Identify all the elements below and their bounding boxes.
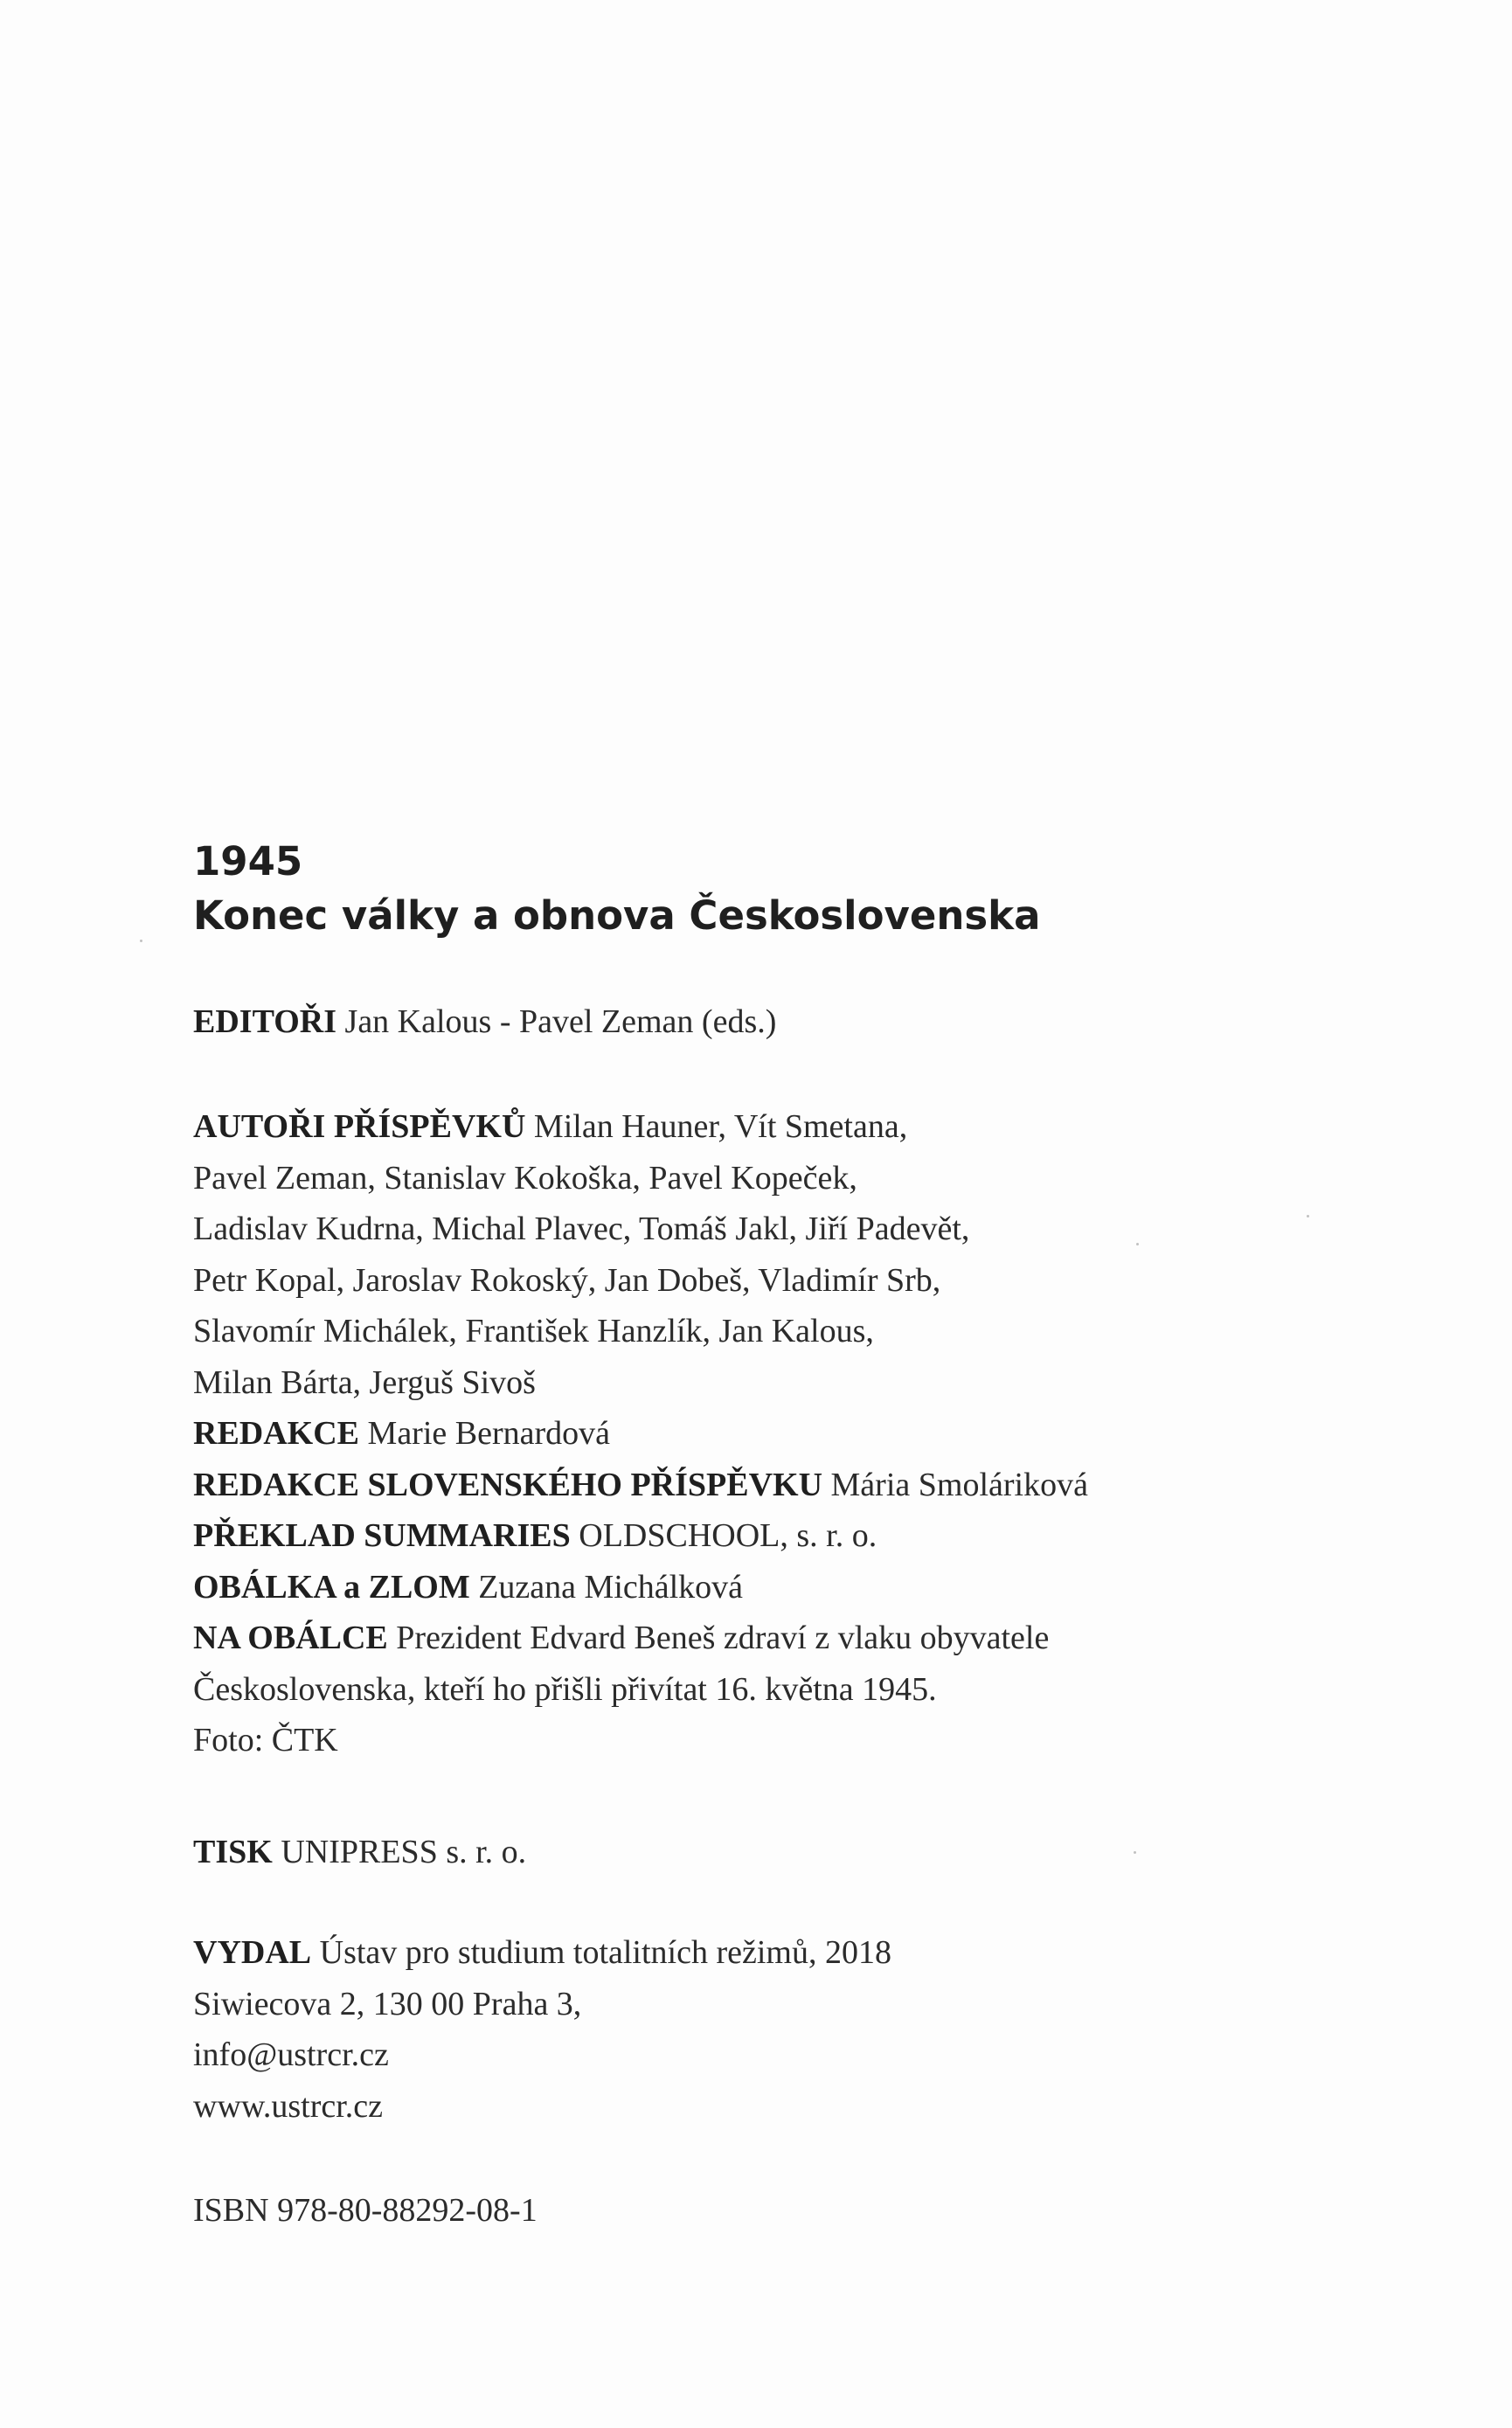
paper-speck: [1136, 1243, 1139, 1245]
preklad-line: [193, 1510, 1088, 1562]
publisher-email: info@ustrcr.cz: [193, 2036, 389, 2073]
book-title: [193, 835, 1040, 943]
preklad-value: OLDSCHOOL, s. r. o.: [579, 1517, 877, 1554]
editors-section: [193, 996, 776, 1048]
contributors-label: AUTOŘI PŘÍSPĚVKŮ: [193, 1108, 526, 1145]
editors-line: [193, 996, 776, 1048]
isbn-number: ISBN 978-80-88292-08-1: [193, 2192, 538, 2229]
paper-speck: [1134, 1851, 1136, 1854]
publisher-address: Siwiecova 2, 130 00 Praha 3,: [193, 1985, 582, 2022]
contributors-line-3: Ladislav Kudrna, Michal Plavec, Tomáš Jakl, Jiří Padevět,: [193, 1211, 970, 1247]
title-year: 1945: [193, 838, 303, 884]
redakce-sk-value: Mária Smoláriková: [830, 1466, 1088, 1503]
contributors-first-line: Milan Hauner, Vít Smetana,: [533, 1108, 908, 1145]
title-subtitle: Konec války a obnova Československa: [193, 892, 1041, 939]
obalka-line: [193, 1562, 1088, 1613]
photo-credit: Foto: ČTK: [193, 1722, 338, 1759]
contributors-line-2: Pavel Zeman, Stanislav Kokoška, Pavel Kopeček,: [193, 1159, 857, 1197]
contributors-line-4: Petr Kopal, Jaroslav Rokoský, Jan Dobeš, Vladimír Srb,: [193, 1261, 941, 1299]
redakce-line: [193, 1408, 1088, 1460]
credits-section: [193, 1101, 1088, 1766]
vydal-label: VYDAL: [193, 1934, 312, 1971]
publisher-section: [193, 1927, 891, 2132]
redakce-sk-line: [193, 1460, 1088, 1511]
vydal-value: Ústav pro studium totalitních režimů, 2018: [319, 1934, 891, 1971]
tisk-line: [193, 1827, 526, 1878]
na-obalce-line-2: Československa, kteří ho přišli přivítat 16. května 1945.: [193, 1670, 937, 1708]
na-obalce-first-line: Prezident Edvard Beneš zdraví z vlaku obyvatele: [396, 1620, 1050, 1656]
tisk-value: UNIPRESS s. r. o.: [281, 1834, 527, 1870]
print-section: [193, 1827, 526, 1878]
vydal-line: [193, 1927, 891, 1979]
editors-label: EDITOŘI: [193, 1003, 337, 1040]
editors-value: Jan Kalous - Pavel Zeman (eds.): [344, 1003, 777, 1040]
redakce-sk-label: REDAKCE SLOVENSKÉHO PŘÍSPĚVKU: [193, 1466, 823, 1503]
contributors-line-6: Milan Bárta, Jerguš Sivoš: [193, 1363, 536, 1401]
tisk-label: TISK: [193, 1834, 273, 1870]
publisher-web: www.ustrcr.cz: [193, 2087, 384, 2125]
preklad-label: PŘEKLAD SUMMARIES: [193, 1517, 571, 1554]
contributors-line-5: Slavomír Michálek, František Hanzlík, Jan Kalous,: [193, 1313, 874, 1349]
obalka-label: OBÁLKA a ZLOM: [193, 1568, 470, 1606]
redakce-label: REDAKCE: [193, 1415, 360, 1452]
na-obalce-line: [193, 1613, 1088, 1664]
na-obalce-label: NA OBÁLCE: [193, 1620, 388, 1656]
contributors-line: [193, 1101, 1088, 1153]
isbn-section: [193, 2185, 538, 2237]
redakce-value: Marie Bernardová: [367, 1415, 611, 1452]
paper-speck: [140, 940, 142, 942]
paper-speck: [1307, 1215, 1309, 1217]
obalka-value: Zuzana Michálková: [478, 1568, 744, 1606]
